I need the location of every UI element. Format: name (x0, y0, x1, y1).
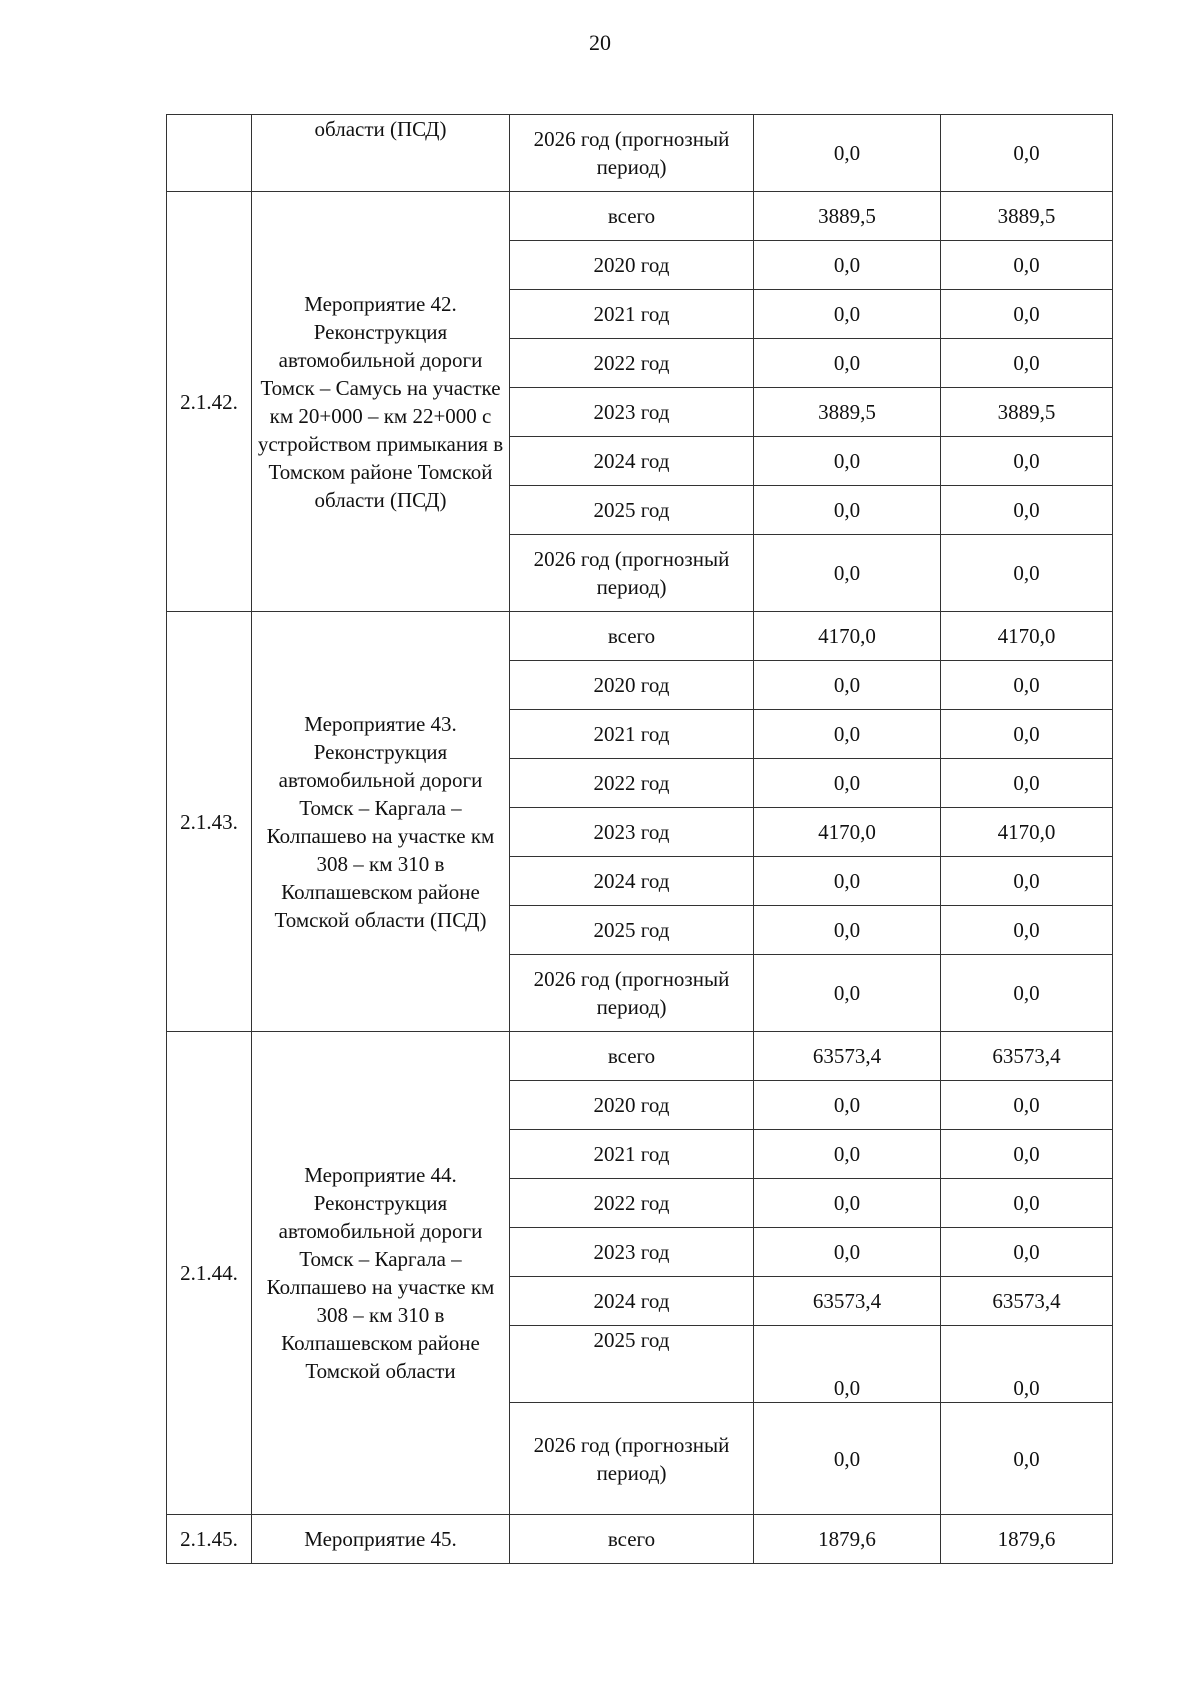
value-cell: 0,0 (754, 661, 941, 710)
value-cell: 4170,0 (754, 808, 941, 857)
value-cell: 0,0 (754, 115, 941, 192)
value-cell: 0,0 (941, 290, 1113, 339)
period-cell: 2022 год (510, 339, 754, 388)
period-cell: 2021 год (510, 710, 754, 759)
value-cell: 0,0 (941, 1179, 1113, 1228)
period-cell: 2024 год (510, 1277, 754, 1326)
period-cell: 2026 год (прогнозный период) (510, 1403, 754, 1515)
value-cell: 0,0 (754, 857, 941, 906)
period-cell: 2024 год (510, 437, 754, 486)
value-cell: 63573,4 (754, 1032, 941, 1081)
value-cell: 1879,6 (941, 1515, 1113, 1564)
table-row (167, 1515, 1113, 1564)
value-cell: 3889,5 (754, 388, 941, 437)
period-cell: 2026 год (прогнозный период) (510, 115, 754, 192)
item-number-cell (167, 115, 252, 192)
value-cell: 0,0 (941, 857, 1113, 906)
page-number: 20 (589, 30, 611, 55)
period-cell: 2021 год (510, 1130, 754, 1179)
value-cell: 0,0 (941, 1228, 1113, 1277)
period-cell: 2025 год (510, 906, 754, 955)
value-cell: 0,0 (754, 1403, 941, 1515)
value-cell: 0,0 (941, 661, 1113, 710)
item-number-cell: 2.1.42. (167, 192, 252, 612)
value-cell: 3889,5 (941, 192, 1113, 241)
period-cell: 2021 год (510, 290, 754, 339)
value-cell: 0,0 (941, 115, 1113, 192)
period-cell: 2025 год (510, 486, 754, 535)
value-cell: 4170,0 (754, 612, 941, 661)
period-cell: 2023 год (510, 1228, 754, 1277)
item-number-cell: 2.1.43. (167, 612, 252, 1032)
value-cell: 0,0 (754, 955, 941, 1032)
table-row (167, 612, 1113, 661)
value-cell: 0,0 (941, 1403, 1113, 1515)
value-cell: 0,0 (941, 339, 1113, 388)
value-cell: 0,0 (754, 759, 941, 808)
value-cell: 0,0 (941, 1081, 1113, 1130)
value-cell: 0,0 (941, 241, 1113, 290)
period-cell: 2025 год (510, 1326, 754, 1403)
value-cell: 0,0 (754, 437, 941, 486)
period-cell: 2020 год (510, 661, 754, 710)
value-cell: 0,0 (941, 1326, 1113, 1403)
value-cell: 0,0 (754, 710, 941, 759)
period-cell: 2022 год (510, 1179, 754, 1228)
value-cell: 0,0 (941, 1130, 1113, 1179)
value-cell: 0,0 (941, 535, 1113, 612)
period-cell: 2023 год (510, 808, 754, 857)
period-cell: 2020 год (510, 241, 754, 290)
table-row (167, 115, 1113, 192)
item-title-cell: Мероприятие 45. (252, 1515, 510, 1564)
value-cell: 0,0 (754, 486, 941, 535)
value-cell: 4170,0 (941, 612, 1113, 661)
value-cell: 0,0 (941, 710, 1113, 759)
table-row (167, 1032, 1113, 1081)
value-cell: 0,0 (754, 241, 941, 290)
item-title-cell: Мероприятие 44. Реконструкция автомобильной дороги Томск – Каргала – Колпашево на участке км 308 – км 310 в Колпашевском районе Томской области (252, 1032, 510, 1515)
value-cell: 63573,4 (941, 1032, 1113, 1081)
value-cell: 0,0 (941, 906, 1113, 955)
period-cell: 2026 год (прогнозный период) (510, 535, 754, 612)
period-cell: 2022 год (510, 759, 754, 808)
item-title-cell: Мероприятие 43. Реконструкция автомобильной дороги Томск – Каргала – Колпашево на участке км 308 – км 310 в Колпашевском районе Томской области (ПСД) (252, 612, 510, 1032)
budget-table-body (167, 115, 1113, 1564)
item-title-cell: Мероприятие 42. Реконструкция автомобильной дороги Томск – Самусь на участке км 20+000 – км 22+000 с устройством примыкания в Томском районе Томской области (ПСД) (252, 192, 510, 612)
budget-table (166, 114, 1113, 1564)
value-cell: 0,0 (754, 1326, 941, 1403)
period-cell: 2026 год (прогнозный период) (510, 955, 754, 1032)
value-cell: 0,0 (754, 290, 941, 339)
period-cell: 2023 год (510, 388, 754, 437)
value-cell: 0,0 (941, 486, 1113, 535)
value-cell: 4170,0 (941, 808, 1113, 857)
value-cell: 0,0 (941, 759, 1113, 808)
period-cell: всего (510, 192, 754, 241)
value-cell: 3889,5 (941, 388, 1113, 437)
period-cell: всего (510, 612, 754, 661)
period-cell: всего (510, 1032, 754, 1081)
value-cell: 63573,4 (941, 1277, 1113, 1326)
value-cell: 0,0 (754, 1179, 941, 1228)
value-cell: 0,0 (754, 339, 941, 388)
item-number-cell: 2.1.44. (167, 1032, 252, 1515)
period-cell: 2020 год (510, 1081, 754, 1130)
value-cell: 0,0 (754, 1228, 941, 1277)
item-title-cell: области (ПСД) (252, 115, 510, 192)
item-number-cell: 2.1.45. (167, 1515, 252, 1564)
value-cell: 0,0 (754, 535, 941, 612)
value-cell: 0,0 (941, 955, 1113, 1032)
value-cell: 63573,4 (754, 1277, 941, 1326)
value-cell: 0,0 (754, 1081, 941, 1130)
value-cell: 3889,5 (754, 192, 941, 241)
value-cell: 1879,6 (754, 1515, 941, 1564)
period-cell: всего (510, 1515, 754, 1564)
period-cell: 2024 год (510, 857, 754, 906)
value-cell: 0,0 (754, 1130, 941, 1179)
value-cell: 0,0 (754, 906, 941, 955)
value-cell: 0,0 (941, 437, 1113, 486)
table-row (167, 192, 1113, 241)
